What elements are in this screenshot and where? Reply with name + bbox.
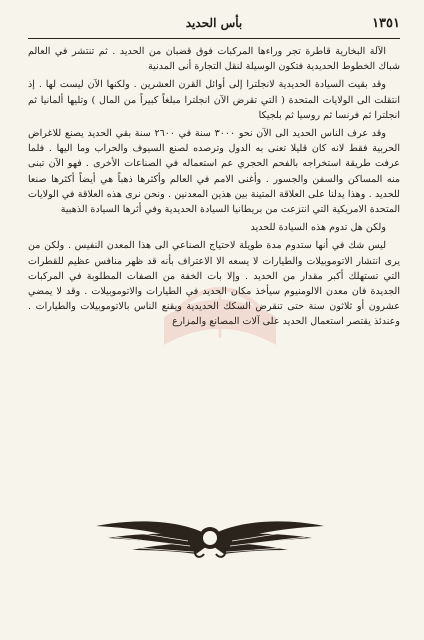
paragraph: ليس شك في أنها ستدوم مدة طويلة لاحتياج الصناعي الى هذا المعدن النفيس . ولكن من يرى انتشار الاتوموبيلات والطيارات لا يسعه الا الاعتراف بأنه قد ظهر منافس عظيم للقطرات التي تستهلك أكبر مقدار من الحديد . وإلا بات الخفة من الصفات المطلوبة في المركبات الجديدة فان معدن الالومنيوم سيأخذ مكان الحديد في الطيارات والاتوموبيلات . وقد لا يمضي عشرون أو ثلاثون سنة حتى تنقرض السكك الحديدية ويقنع الناس بالاتوموبيلات والطيارات . وعندئذ يقتصر استعمال الحديد على آلات المصانع والمزارع	[28, 240, 400, 328]
page-header	[28, 16, 400, 36]
paragraph: الآلة البخارية قاطرة تجر وراءها المركبات فوق قضبان من الحديد . ثم تنتشر في العالم شباك الخطوط الحديدية فتكون الوسيلة لنقل التجارة أنى المدنية	[28, 46, 400, 73]
winged-sun-ornament	[92, 512, 328, 564]
paragraph: وقد بقيت السيادة الحديدية لانجلترا إلى أوائل القرن العشرين . ولكنها الآن ليست لها . إذ انتقلت الى الولايات المتحدة ( التي تقرض الآن انجلترا مبلغاً كبيراً من المال ) وتليها ألمانيا ثم انجلترا ثم فرنسا ثم روسيا ثم بلجيكا	[28, 79, 400, 121]
body-text	[28, 44, 400, 333]
section-question: ولكن هل تدوم هذه السيادة للحديد	[250, 222, 386, 234]
page-number: ١٣٥١	[372, 16, 400, 31]
header-divider	[28, 38, 400, 39]
running-title: بأس الحديد	[185, 16, 243, 30]
paragraph: وقد عرف الناس الحديد الى الآن نحو ٣٠٠٠ سنة في ٢٦٠٠ سنة بقي الحديد يصنع للاغراض الحربية فقط لانه كان قليلا تعنى به الدول وترصده لصنع السيوف والحراب وما اليها . فلما عرفت طريقة استخراجه بالفحم الحجري عم استعماله في الصناعات الأخرى . فهو الآن تبنى منه المساكن والسفن والجسور . وأغنى الامم في العالم وأكثرها ذهباً هي أيضاً أكثرها صنعا للحديد . وهذا يدلنا على العلاقة المتينة بين هذين المعدنين . ونحن نرى هذه العلاقة في الولايات المتحدة الامريكية التي انتزعت من بريطانيا السيادة الحديدية وفي أثرها السيادة الذهبية	[28, 128, 400, 216]
